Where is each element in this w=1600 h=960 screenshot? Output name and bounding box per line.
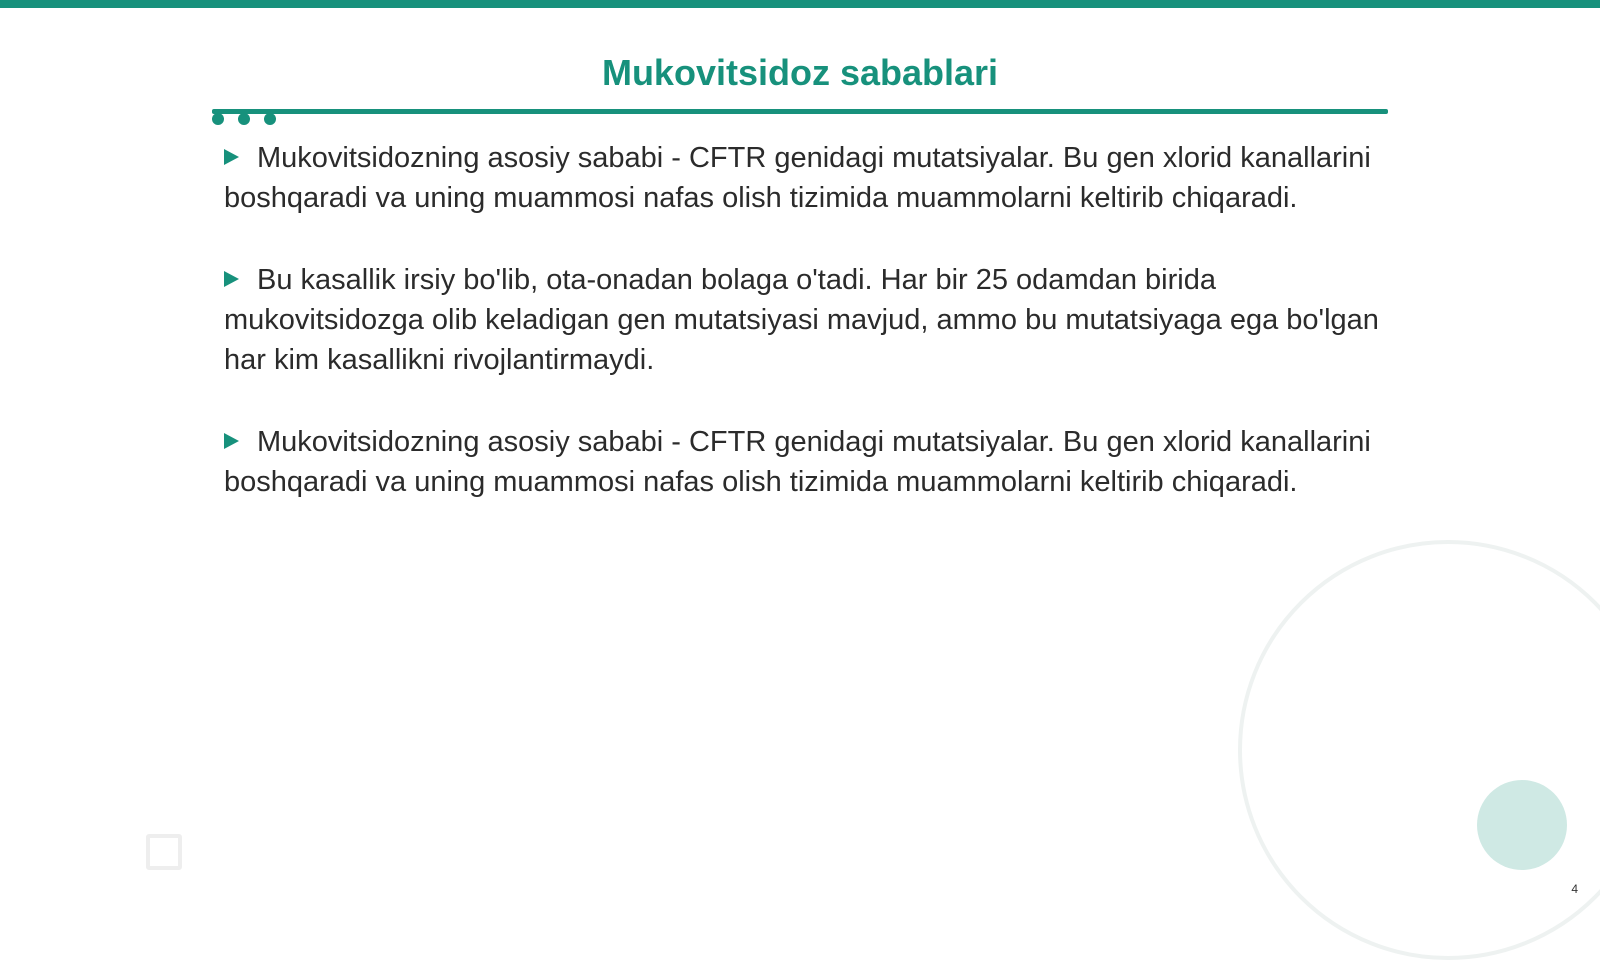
top-accent-bar bbox=[0, 0, 1600, 8]
bullet-text: Bu kasallik irsiy bo'lib, ota-onadan bolaga o'tadi. Har bir 25 odamdan birida mukovitsidozga olib keladigan gen mutatsiyasi mavjud, ammo bu mutatsiyaga ega bo'lgan har kim kasallikni rivojlantirmaydi. bbox=[224, 264, 1379, 376]
bullet-text: Mukovitsidozning asosiy sababi - CFTR genidagi mutatsiyalar. Bu gen xlorid kanallarini boshqaradi va uning muammosi nafas olish tizimida muammolarni keltirib chiqaradi. bbox=[224, 142, 1371, 214]
slide-title: Mukovitsidoz sabablari bbox=[601, 52, 999, 93]
bullet-list bbox=[224, 138, 1389, 544]
bullet-item bbox=[224, 422, 1389, 502]
triangle-bullet-icon bbox=[224, 433, 239, 449]
decorative-circle bbox=[1477, 780, 1567, 870]
decorative-dot bbox=[238, 113, 250, 125]
decorative-ring bbox=[1238, 540, 1600, 960]
triangle-bullet-icon bbox=[224, 271, 239, 287]
triangle-bullet-icon bbox=[224, 149, 239, 165]
bullet-item bbox=[224, 138, 1389, 218]
decorative-dot bbox=[212, 113, 224, 125]
slide-number: 4 bbox=[1571, 882, 1578, 896]
bullet-text: Mukovitsidozning asosiy sababi - CFTR genidagi mutatsiyalar. Bu gen xlorid kanallarini boshqaradi va uning muammosi nafas olish tizimida muammolarni keltirib chiqaradi. bbox=[224, 426, 1371, 498]
decorative-square bbox=[146, 834, 182, 870]
bullet-item bbox=[224, 260, 1389, 380]
title-underline bbox=[212, 109, 1388, 114]
decorative-dot bbox=[264, 113, 276, 125]
